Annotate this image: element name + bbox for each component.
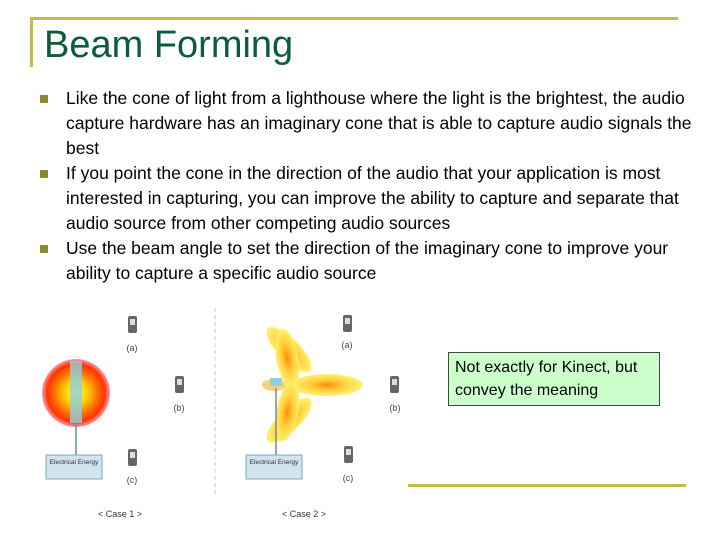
phone-label: (c) [126, 475, 138, 485]
square-bullet-icon [40, 170, 48, 178]
note-callout: Not exactly for Kinect, but convey the meaning [448, 352, 660, 406]
case2-diagram [246, 315, 401, 519]
bullet-list [40, 86, 705, 286]
phone-label: (b) [389, 403, 401, 413]
phone-icon [390, 376, 399, 393]
phone-icon [343, 315, 352, 332]
bullet-item [40, 236, 705, 286]
phone-label: (b) [173, 403, 185, 413]
phone-icon [175, 376, 184, 393]
square-bullet-icon [40, 95, 48, 103]
case1-caption: < Case 1 > [97, 509, 143, 519]
bullet-text: If you point the cone in the direction of the audio that your application is most interested in capturing, you can improve the ability to capture and separate that audio source from other competing audio sources [66, 163, 679, 233]
phone-icon [344, 446, 353, 463]
box-label: Electrical Energy [49, 459, 99, 466]
case1-diagram [42, 316, 185, 519]
bullet-item [40, 86, 705, 161]
box-label: Electrical Energy [249, 459, 299, 466]
phone-icon [128, 316, 137, 333]
beamforming-figure [38, 303, 438, 525]
case2-caption: < Case 2 > [281, 509, 327, 519]
bullet-text: Like the cone of light from a lighthouse where the light is the brightest, the audio capture hardware has an imaginary cone that is able to capture audio signals the best [66, 88, 692, 158]
title-accent-left-line [30, 17, 33, 67]
main-beam-lobe [291, 374, 363, 396]
phone-icon [128, 449, 137, 466]
slide-title: Beam Forming [44, 24, 294, 66]
mic-array [70, 361, 82, 423]
bullet-item [40, 161, 705, 236]
mic-array [270, 378, 282, 386]
square-bullet-icon [40, 245, 48, 253]
phone-label: (a) [126, 343, 138, 353]
title-accent-line [30, 17, 678, 20]
phone-label: (a) [341, 340, 353, 350]
footer-accent-line [408, 484, 686, 487]
phone-label: (c) [342, 473, 354, 483]
bullet-text: Use the beam angle to set the direction of the imaginary cone to improve your ability to capture a specific audio source [66, 238, 669, 283]
